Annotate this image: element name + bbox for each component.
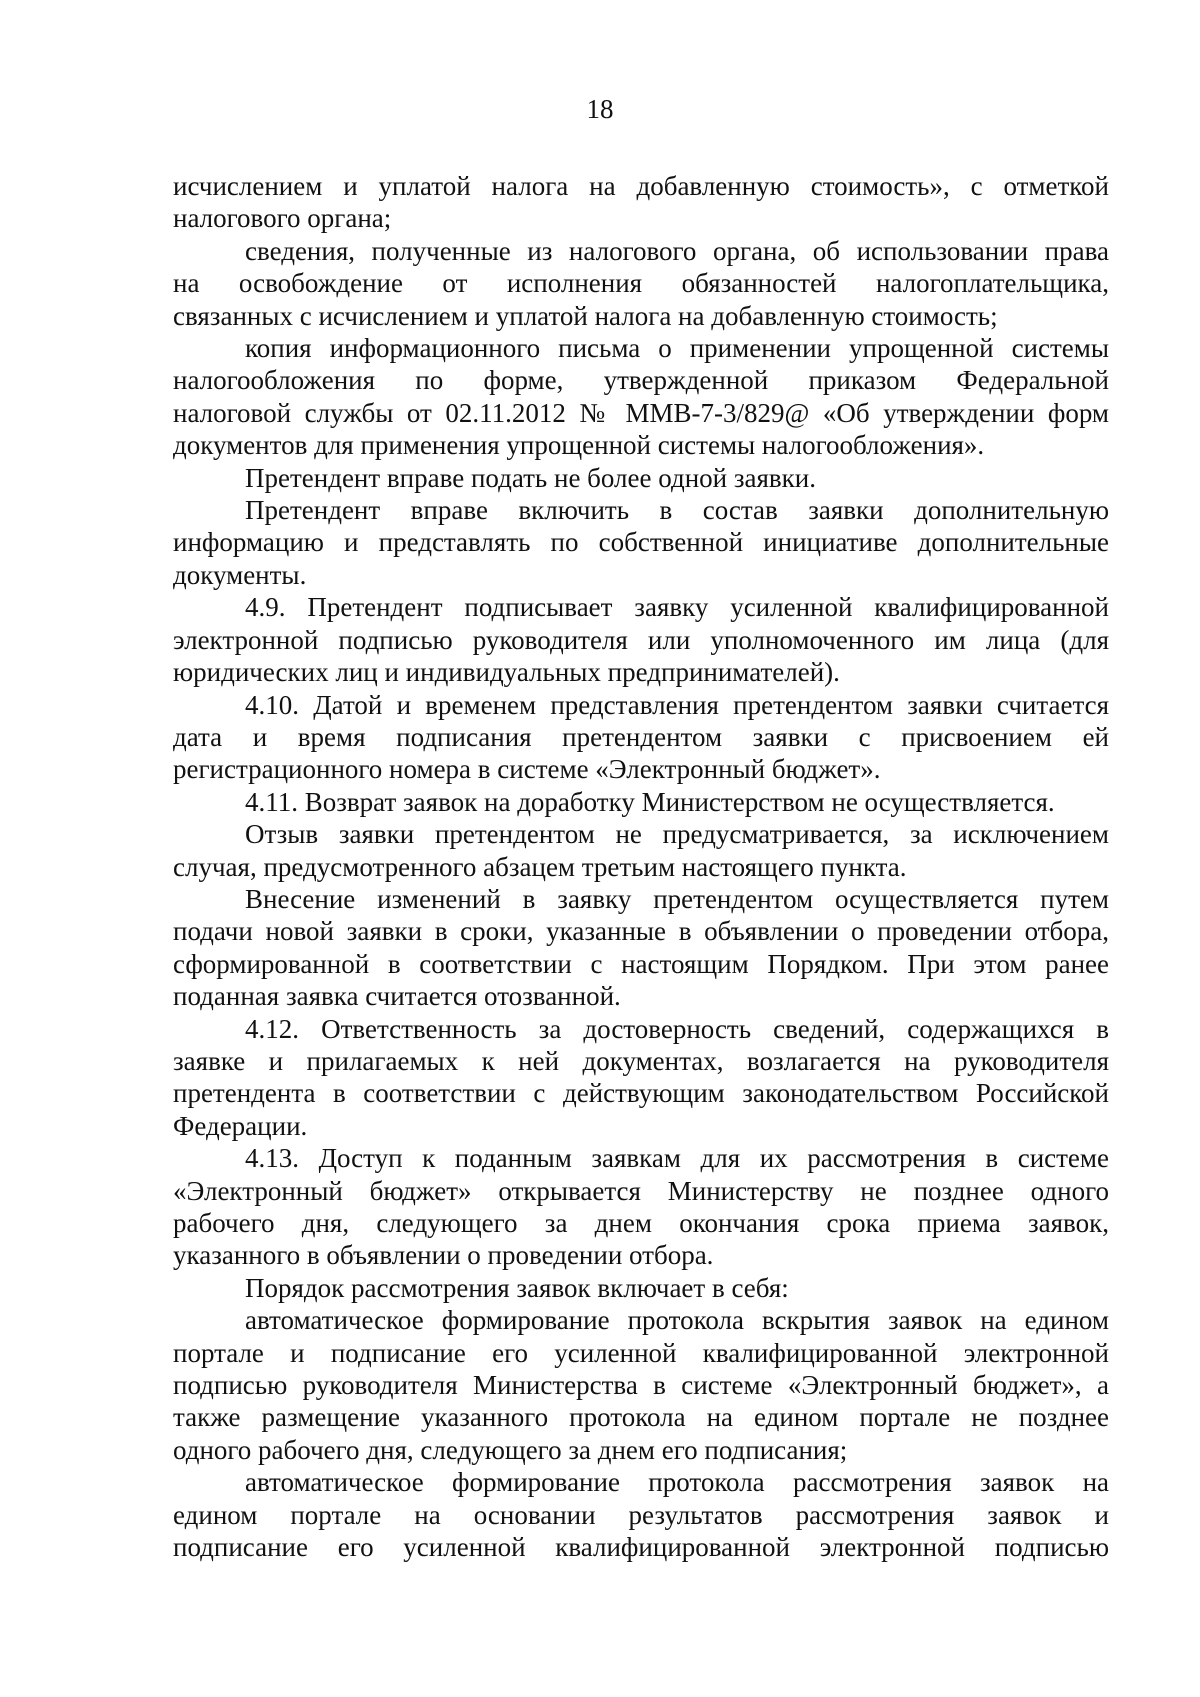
text-line: случая, предусмотренного абзацем третьим настоящего пункта. [173,851,907,882]
text-line: Порядок рассмотрения заявок включает в себя: [245,1272,789,1303]
document-body [173,170,1109,1563]
text-line: 4.13. Доступ к поданным заявкам для их рассмотрения в системе [245,1143,1109,1174]
text-line: одного рабочего дня, следующего за днем его подписания; [173,1434,848,1465]
text-line: Претендент вправе подать не более одной заявки. [245,462,816,493]
paragraph [173,689,1109,786]
text-line: дата и время подписания претендентом заявки с присвоением ей [173,721,1109,752]
text-line: налогового органа; [173,203,392,234]
text-line: также размещение указанного протокола на едином портале не позднее [173,1402,1109,1433]
paragraph [173,591,1109,688]
text-line: 4.9. Претендент подписывает заявку усиленной квалифицированной [245,592,1109,623]
paragraph [173,462,1109,494]
paragraph [173,1013,1109,1143]
text-line: налоговой службы от 02.11.2012 № ММВ-7-3/829@ «Об утверждении форм [173,397,1109,428]
text-line: налогообложения по форме, утвержденной приказом Федеральной [173,365,1109,396]
paragraph [173,332,1109,462]
text-line: сведения, полученные из налогового органа, об использовании права [245,235,1109,266]
text-line: электронной подписью руководителя или уполномоченного им лица (для [173,624,1109,655]
text-line: 4.12. Ответственность за достоверность сведений, содержащихся в [245,1013,1109,1044]
text-line: поданная заявка считается отозванной. [173,981,621,1012]
text-line: юридических лиц и индивидуальных предпринимателей). [173,657,840,688]
text-line: портале и подписание его усиленной квалифицированной электронной [173,1337,1109,1368]
text-line: на освобождение от исполнения обязанностей налогоплательщика, [173,268,1109,299]
paragraph [173,1304,1109,1466]
text-line: автоматическое формирование протокола вскрытия заявок на едином [245,1305,1109,1336]
paragraph [173,818,1109,883]
paragraph [173,170,1109,235]
text-line: подачи новой заявки в сроки, указанные в объявлении о проведении отбора, [173,916,1109,947]
text-line: указанного в объявлении о проведении отбора. [173,1240,714,1271]
text-line: Претендент вправе включить в состав заявки дополнительную [245,495,1109,526]
text-line: документы. [173,559,307,590]
text-line: Внесение изменений в заявку претендентом осуществляется путем [245,883,1109,914]
text-line: копия информационного письма о применении упрощенной системы [245,333,1109,364]
text-line: рабочего дня, следующего за днем окончания срока приема заявок, [173,1208,1109,1238]
text-line: регистрационного номера в системе «Электронный бюджет». [173,754,881,785]
text-line: 4.10. Датой и временем представления претендентом заявки считается [245,689,1109,720]
text-line: 4.11. Возврат заявок на доработку Министерством не осуществляется. [245,786,1055,817]
text-line: подписание его усиленной квалифицированной электронной подписью [173,1532,1109,1563]
text-line: едином портале на основании результатов рассмотрения заявок и [173,1499,1109,1530]
paragraph [173,883,1109,1013]
text-line: связанных с исчислением и уплатой налога на добавленную стоимость; [173,300,998,331]
text-line: информацию и представлять по собственной инициативе дополнительные [173,527,1109,558]
text-line: исчислением и уплатой налога на добавленную стоимость», с отметкой [173,171,1109,201]
text-line: заявке и прилагаемых к ней документах, возлагается на руководителя [173,1045,1109,1076]
page-number: 18 [586,94,614,124]
paragraph [173,786,1109,818]
paragraph [173,494,1109,591]
text-line: документов для применения упрощенной системы налогообложения». [173,430,985,461]
text-line: подписью руководителя Министерства в системе «Электронный бюджет», а [173,1370,1109,1401]
paragraph [173,1466,1109,1563]
text-line: Федерации. [173,1110,308,1141]
text-line: автоматическое формирование протокола рассмотрения заявок на [245,1467,1109,1498]
paragraph [173,235,1109,332]
paragraph [173,1142,1109,1272]
paragraph [173,1272,1109,1304]
text-line: сформированной в соответствии с настоящим Порядком. При этом ранее [173,948,1109,979]
text-line: «Электронный бюджет» открывается Министерству не позднее одного [173,1175,1109,1206]
text-line: претендента в соответствии с действующим законодательством Российской [173,1078,1109,1109]
text-line: Отзыв заявки претендентом не предусматривается, за исключением [245,819,1109,850]
